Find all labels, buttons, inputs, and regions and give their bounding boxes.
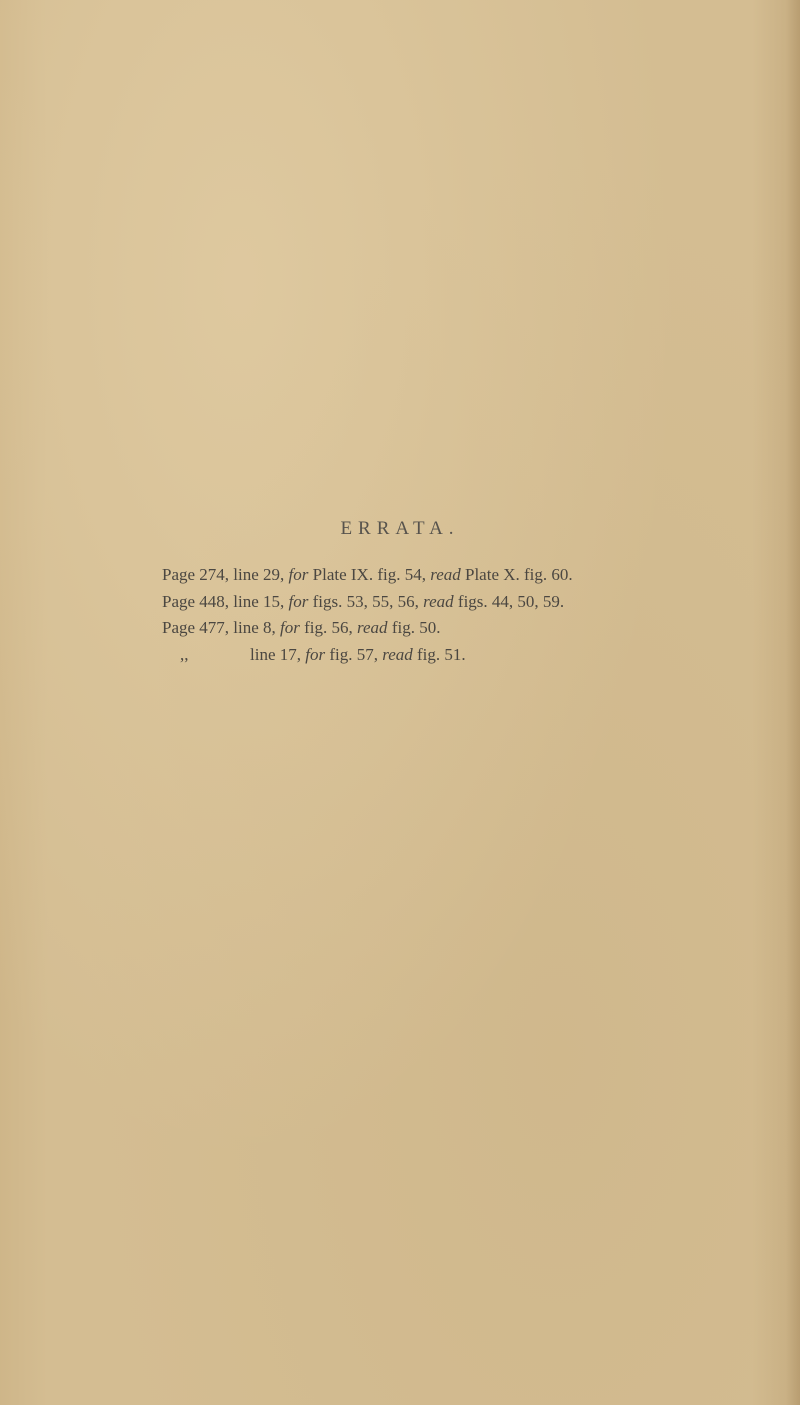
for-word: for <box>288 591 309 611</box>
read-word: read <box>423 591 454 611</box>
for-word: for <box>305 644 326 664</box>
read-word: read <box>382 644 413 664</box>
wrong-reference: Plate IX. fig. 54, <box>312 565 426 584</box>
correct-reference: fig. 50. <box>391 618 441 637</box>
errata-entry <box>162 642 792 669</box>
errata-list <box>162 562 792 668</box>
ditto-mark: ,, <box>180 644 189 664</box>
errata-entry <box>162 562 792 589</box>
correct-reference: figs. 44, 50, 59. <box>457 591 565 611</box>
wrong-reference: fig. 57, <box>329 644 378 664</box>
errata-heading: ERRATA. <box>340 518 460 539</box>
errata-entry <box>162 589 792 616</box>
entry-location: Page 477, line 8, <box>162 618 276 637</box>
for-word: for <box>288 565 309 584</box>
correct-reference: fig. 51. <box>417 644 466 664</box>
wrong-reference: figs. 53, 55, 56, <box>312 591 419 611</box>
read-word: read <box>357 618 388 637</box>
entry-location: line 17, <box>250 644 301 664</box>
correct-reference: Plate X. fig. 60. <box>465 565 573 584</box>
wrong-reference: fig. 56, <box>304 618 353 637</box>
page-edge-shadow <box>786 0 800 1405</box>
read-word: read <box>430 565 461 584</box>
entry-location: Page 448, line 15, <box>162 591 285 611</box>
entry-location: Page 274, line 29, <box>162 565 285 584</box>
errata-entry <box>162 615 792 642</box>
for-word: for <box>280 618 300 637</box>
